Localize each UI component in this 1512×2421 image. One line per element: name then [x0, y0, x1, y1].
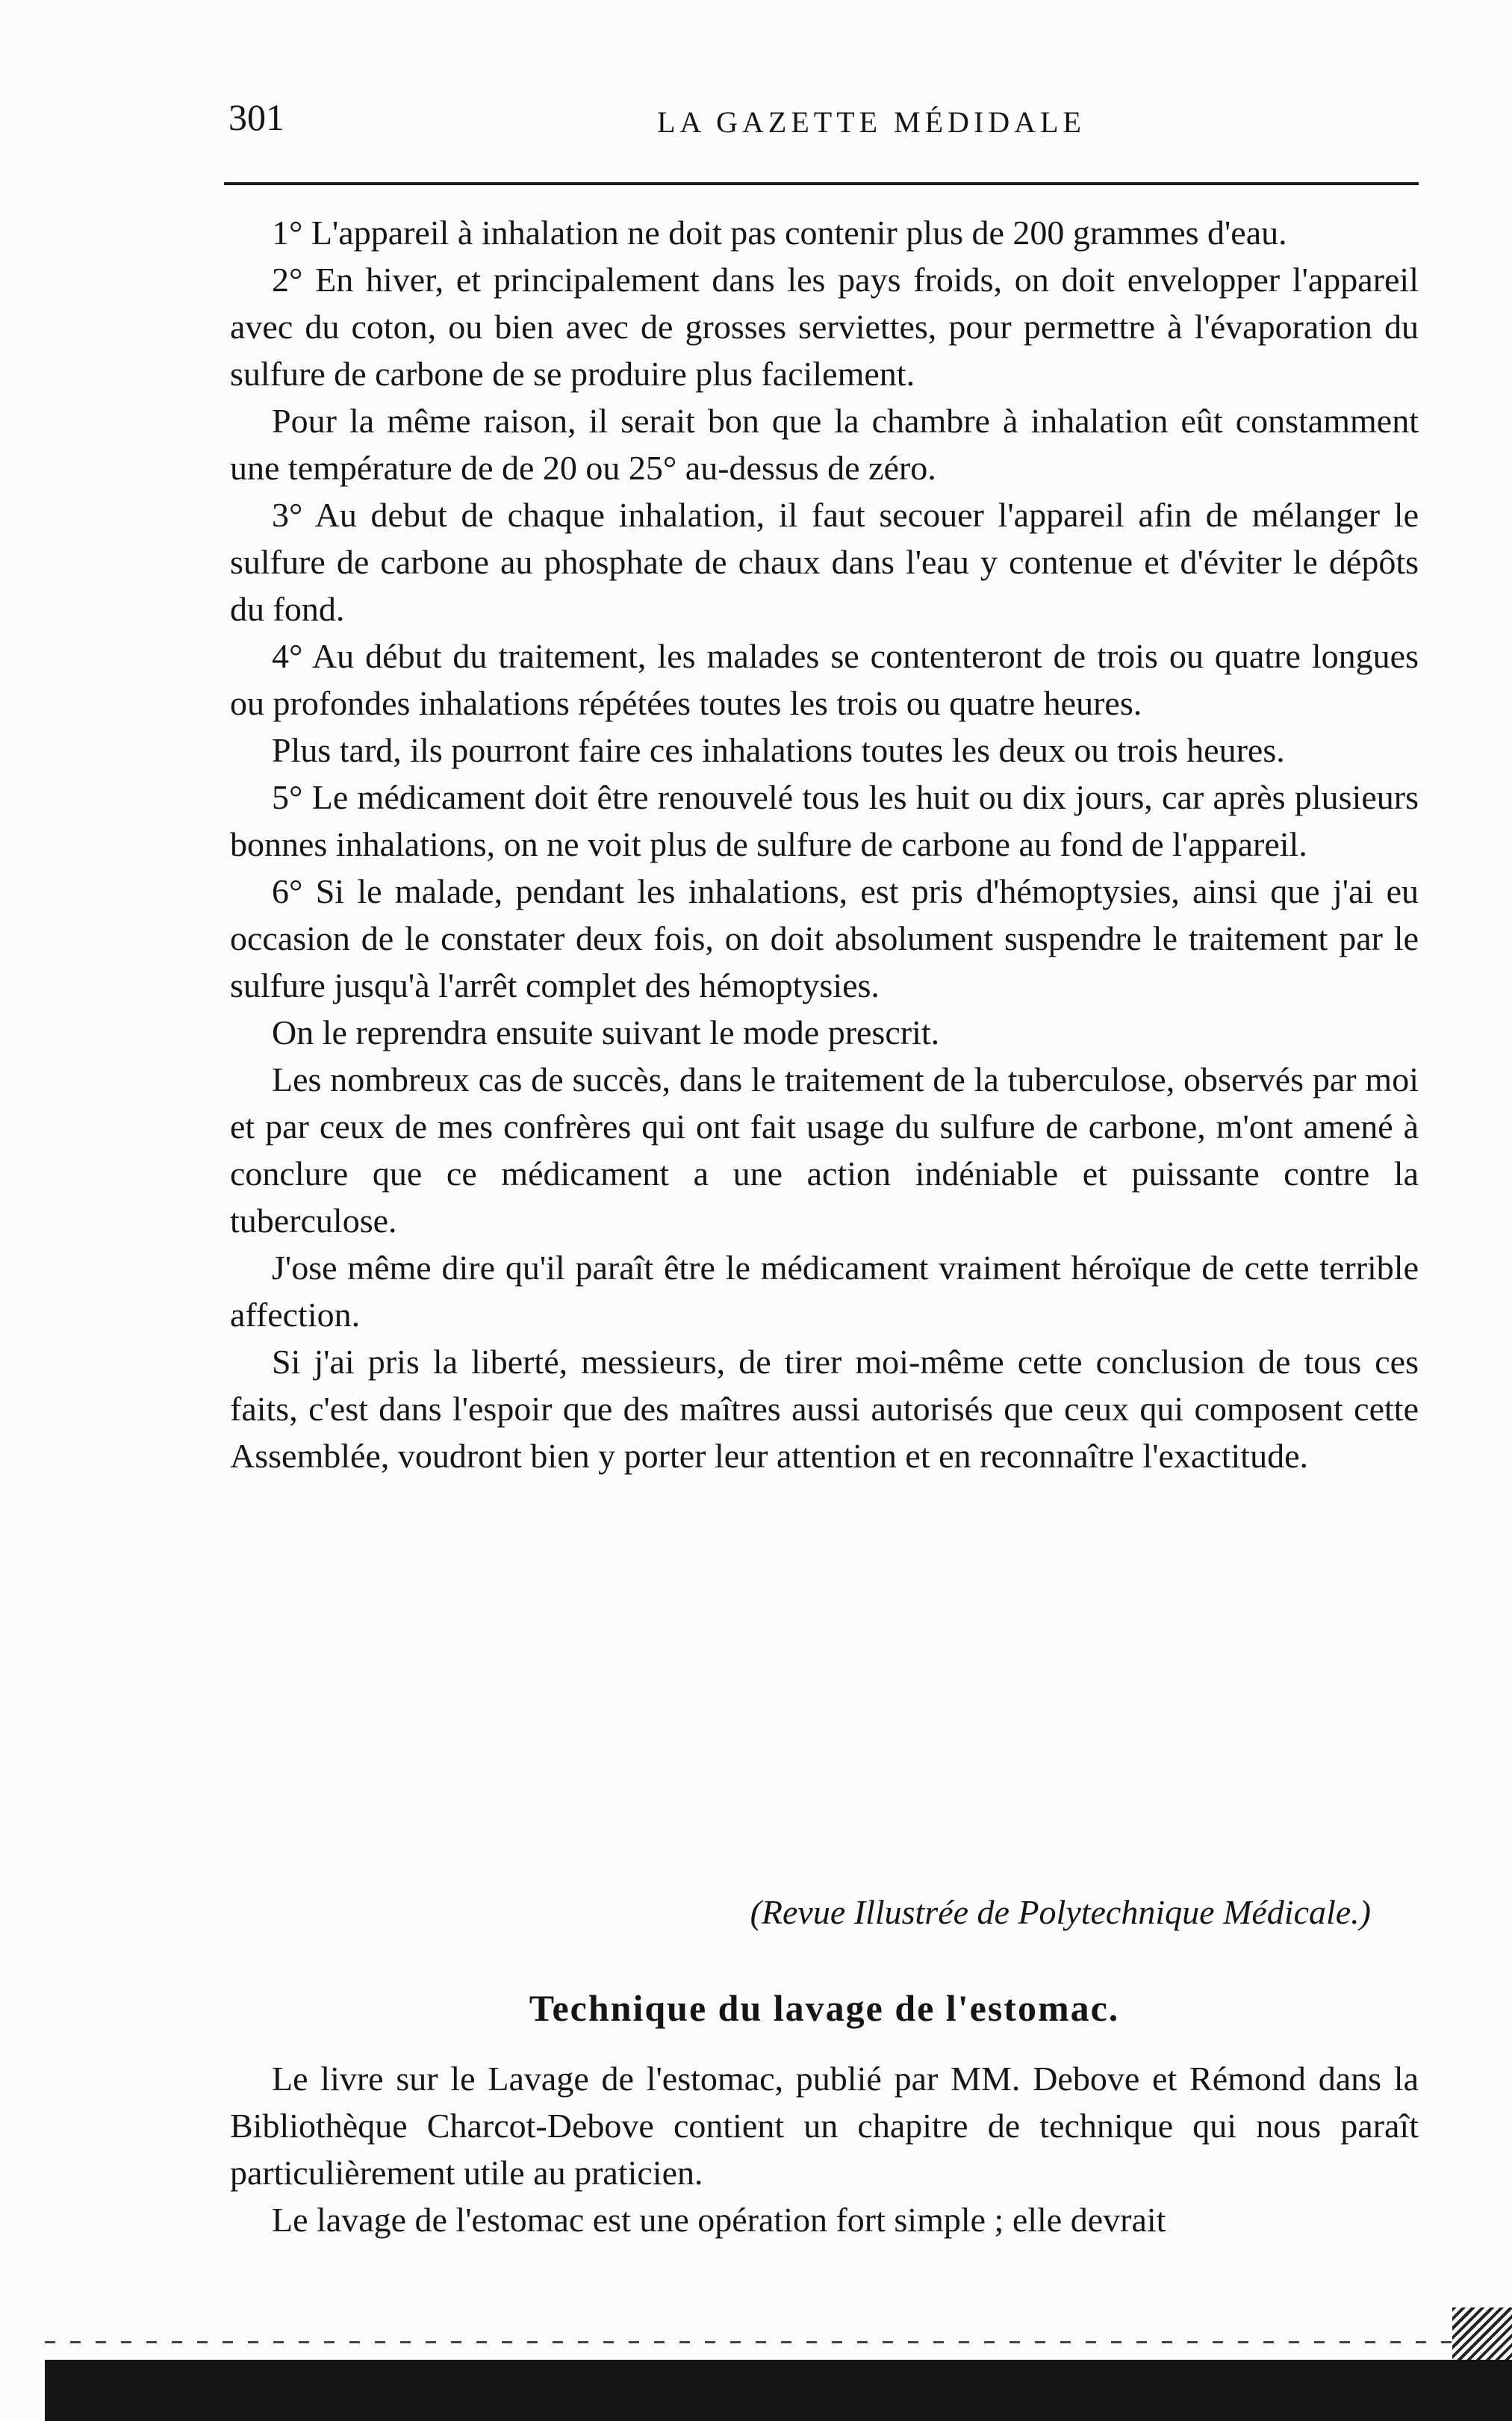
paragraph: Plus tard, ils pourront faire ces inhalations toutes les deux ou trois heures.	[272, 731, 1285, 769]
paragraph: Si j'ai pris la liberté, messieurs, de tirer moi-même cette conclusion de tous ces faits, c'est dans l'espoir que des maîtres aussi autorisés que ceux qui composent cette Assemblée, voudront bien y porter leur attention et en reconnaître l'exactitude.	[230, 1343, 1419, 1475]
scan-edge-bar	[45, 2360, 1512, 2421]
paragraph: 6° Si le malade, pendant les inhalations, est pris d'hémoptysies, ainsi que j'ai eu occasion de le constater deux fois, on doit absolument suspendre le traitement par le sulfure jusqu'à l'arrêt complet des hémoptysies.	[230, 872, 1419, 1004]
source-citation: (Revue Illustrée de Polytechnique Médicale.)	[750, 1893, 1371, 1931]
paragraph: 5° Le médicament doit être renouvelé tous les huit ou dix jours, car après plusieurs bonnes inhalations, on ne voit plus de sulfure de carbone au fond de l'appareil.	[230, 778, 1419, 863]
paragraph: On le reprendra ensuite suivant le mode prescrit.	[272, 1013, 940, 1051]
section-title: Technique du lavage de l'estomac.	[529, 1987, 1120, 2029]
article-body	[230, 209, 1419, 1479]
page-header	[0, 0, 1512, 179]
paragraph: 3° Au debut de chaque inhalation, il faut secouer l'appareil afin de mélanger le sulfure de carbone au phosphate de chaux dans l'eau y contenue et d'éviter le dépôts du fond.	[230, 496, 1419, 628]
paragraph: Les nombreux cas de succès, dans le traitement de la tuberculose, observés par moi et par ceux de mes confrères qui ont fait usage du sulfure de carbone, m'ont amené à conclure que ce médicament a une action indéniable et puissante contre la tuberculose.	[230, 1060, 1419, 1240]
scan-artifact-line	[45, 2341, 1463, 2343]
paragraph: 1° L'appareil à inhalation ne doit pas contenir plus de 200 grammes d'eau.	[272, 214, 1287, 252]
paragraph: Le livre sur le Lavage de l'estomac, publié par MM. Debove et Rémond dans la Bibliothèque Charcot-Debove contient un chapitre de technique qui nous paraît particulièrement utile au praticien.	[230, 2060, 1419, 2192]
paragraph: J'ose même dire qu'il paraît être le médicament vraiment héroïque de cette terrible affection.	[230, 1249, 1419, 1334]
paragraph: 2° En hiver, et principalement dans les pays froids, on doit envelopper l'appareil avec du coton, ou bien avec de grosses serviettes, pour permettre à l'évaporation du sulfure de carbone de se produire plus facilement.	[230, 261, 1419, 393]
header-rule	[224, 182, 1419, 185]
paragraph: Le lavage de l'estomac est une opération fort simple ; elle devrait	[272, 2201, 1166, 2239]
scan-artifact-speck	[1452, 2307, 1512, 2367]
paragraph: 4° Au début du traitement, les malades se contenteront de trois ou quatre longues ou profondes inhalations répétées toutes les trois ou quatre heures.	[230, 637, 1419, 722]
page-number: 301	[228, 96, 284, 138]
paragraph: Pour la même raison, il serait bon que la chambre à inhalation eût constamment une température de de 20 ou 25° au-dessus de zéro.	[230, 402, 1419, 487]
section-body	[230, 2055, 1419, 2243]
running-title: LA GAZETTE MÉDIDALE	[657, 105, 1086, 139]
